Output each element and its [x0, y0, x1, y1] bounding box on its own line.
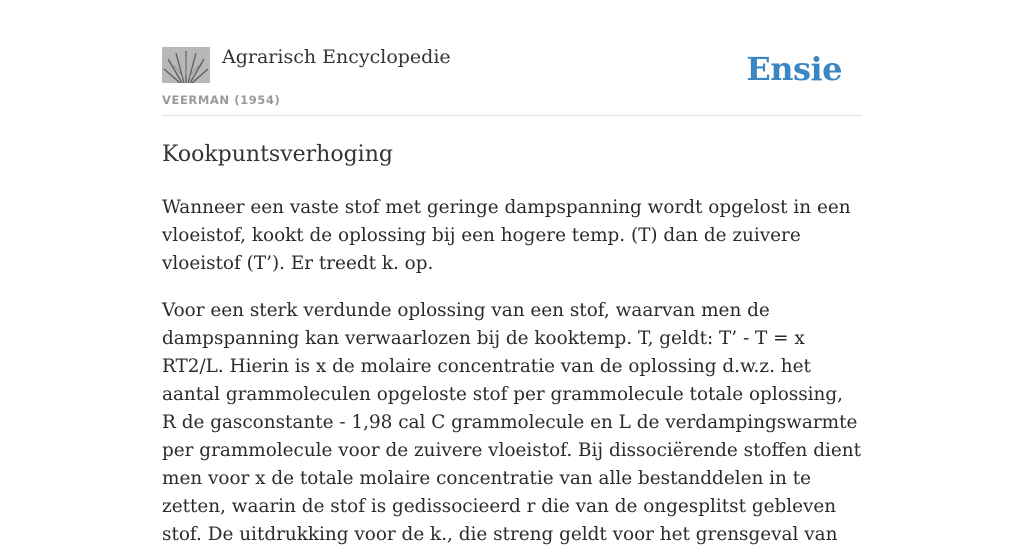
- article-paragraph: Voor een sterk verdunde oplossing van een stof, waarvan men de dampspanning kan verwaarlozen bij de kooktemp. T, geldt: T’ - T = x RT2/L. Hierin is x de molaire concentratie van de oplossing d.w.z. het aantal grammoleculen opgeloste stof per grammolecule totale oplossing, R de gasconstante - 1,98 cal C grammolecule en L de verdampingswarmte per grammolecule voor de zuivere vloeistof. Bij dissociërende stoffen dient men voor x de totale molaire concentratie van alle bestanddelen in te zetten, waarin de stof is gedissocieerd r die van de ongesplitst gebleven stof. De uitdrukking voor de k., die streng geldt voor het grensgeval van: [162, 300, 861, 545]
- book-header: [162, 44, 862, 116]
- wheat-thumbnail-icon[interactable]: [162, 47, 210, 83]
- book-author: VEERMAN (1954): [162, 93, 281, 107]
- article-paragraph: Wanneer een vaste stof met geringe dampspanning wordt opgelost in een vloeistof, kookt de oplossing bij een hogere temp. (T) dan de zuivere vloeistof (T’). Er treedt k. op.: [162, 197, 851, 274]
- article-title: Kookpuntsverhoging: [162, 142, 393, 167]
- article: [162, 138, 862, 549]
- ensie-logo[interactable]: Ensie: [746, 50, 842, 88]
- book-title[interactable]: Agrarisch Encyclopedie: [222, 46, 451, 68]
